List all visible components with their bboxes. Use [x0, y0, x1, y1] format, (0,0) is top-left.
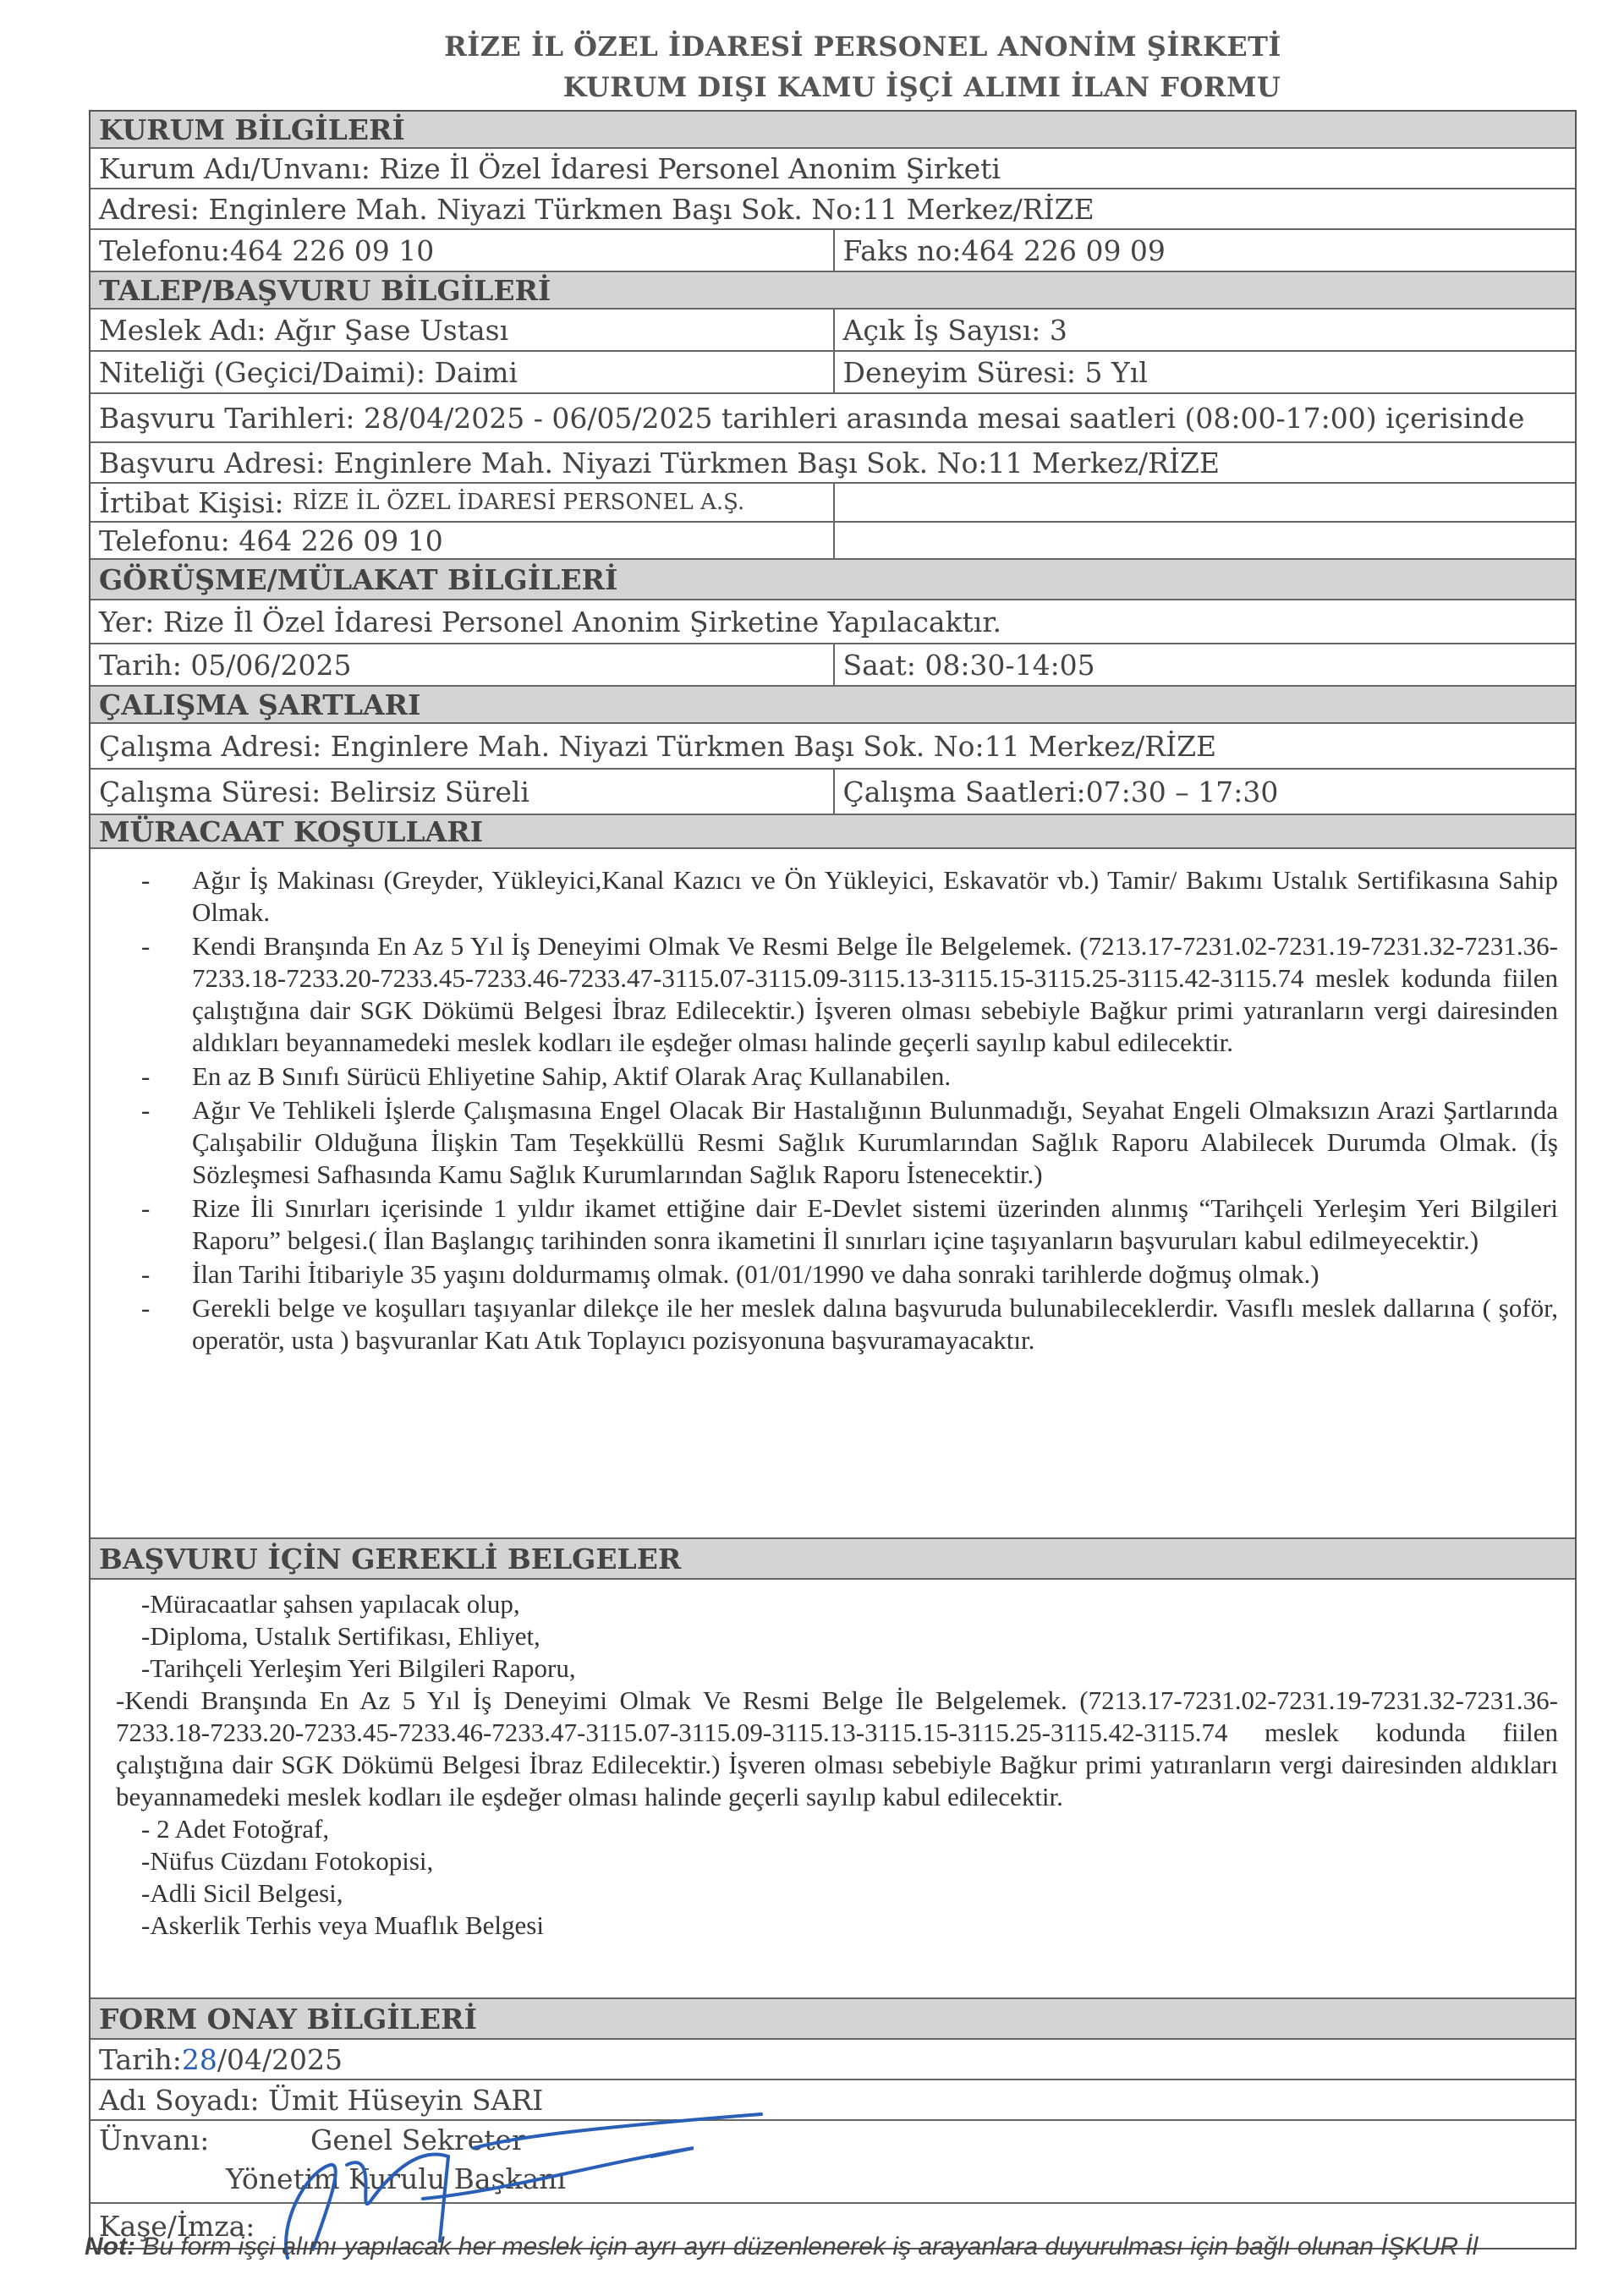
condition-text: Rize İli Sınırları içerisinde 1 yıldır ikamet ettiğine dair E-Devlet sistemi üzerinden alınmış “Tarihçeli Yerleşim Yeri Bilgileri Raporu” belgesi.( İlan Başlangıç tarihinden sonra ikametini İl sınırları içine taşıyanların başvuruları kabul edilmeyecektir.)	[192, 1193, 1558, 1255]
muracaat-conditions	[91, 849, 1575, 1539]
condition-item	[141, 1060, 1558, 1093]
section-kurum-heading	[91, 112, 1575, 149]
condition-text: İlan Tarihi İtibariyle 35 yaşını doldurmamış olmak. (01/01/1990 ve daha sonraki tarihlerde doğmuş olmak.)	[192, 1259, 1320, 1289]
meslek-adi: Meslek Adı: Ağır Şase Ustası	[99, 313, 509, 347]
form-title-line2: KURUM DIŞI KAMU İŞÇİ ALIMI İLAN FORMU	[562, 71, 1281, 103]
calisma-adresi: Çalışma Adresi: Enginlere Mah. Niyazi Türkmen Başı Sok. No:11 Merkez/RİZE	[99, 729, 1217, 763]
footer-note	[85, 2233, 1478, 2261]
condition-text: Ağır Ve Tehlikeli İşlerde Çalışmasına Engel Olacak Bir Hastalığının Bulunmadığı, Seyahat Engeli Olmaksızın Arazi Şartlarında Çalışabilir Olduğuna İlişkin Tam Teşekküllü Resmi Sağlık Kurumlarından Sağlık Raporu Alabilecek Durumda Olmak. (İş Sözleşmesi Safhasında Kamu Sağlık Kurumlarından Sağlık Raporu İstenecektir.)	[192, 1095, 1558, 1189]
document-item: -Kendi Branşında En Az 5 Yıl İş Deneyimi Olmak Ve Resmi Belge İle Belgelemek. (7213.17-7231.02-7231.19-7231.32-7231.36-7233.18-7233.20-7233.45-7233.46-7233.47-3115.07-3115.09-3115.13-3115.15-3115.25-3115.42-3115.74 meslek kodunda fiilen çalıştığına dair SGK Dökümü Belgesi İbraz Edilecektir.) İşveren olması sebebiyle Bağkur primi yatıranların vergi dairesinden aldıkları beyannamedeki meslek kodları ile eşdeğer olması halinde geçerli sayılıp kabul edilecektir.	[116, 1685, 1558, 1811]
bullet-dash: -	[141, 1193, 151, 1223]
calisma-saatleri: Çalışma Saatleri:07:30 – 17:30	[833, 770, 1576, 814]
document-item: -Askerlik Terhis veya Muaflık Belgesi	[141, 1910, 544, 1940]
acik-is-sayisi: Açık İş Sayısı: 3	[833, 310, 1576, 350]
document-item: -Nüfus Cüzdanı Fotokopisi,	[141, 1846, 434, 1876]
section-muracaat-heading: MÜRACAAT KOŞULLARI	[99, 815, 484, 847]
required-documents	[91, 1580, 1575, 1999]
irtibat-telefon: Telefonu: 464 226 09 10	[99, 523, 443, 557]
condition-text: En az B Sınıfı Sürücü Ehliyetine Sahip, Aktif Olarak Araç Kullanabilen.	[192, 1061, 952, 1091]
empty-cell	[833, 484, 1576, 521]
condition-text: Gerekli belge ve koşulları taşıyanlar dilekçe ile her meslek dalına başvuruda bulunabileceklerdir. Vasıflı meslek dallarına ( şoför, operatör, usta ) başvuranlar Katı Atık Toplayıcı pozisyonuna başvuramayacaktır.	[192, 1293, 1558, 1355]
basvuru-tarihleri: Başvuru Tarihleri: 28/04/2025 - 06/05/2025 tarihleri arasında mesai saatleri (08:00-17:00) içerisinde	[99, 401, 1525, 435]
onay-kase-imza: Kaşe/İmza:	[99, 2209, 255, 2243]
document-item: -Diploma, Ustalık Sertifikası, Ehliyet,	[141, 1621, 540, 1651]
condition-item	[141, 864, 1558, 929]
deneyim-suresi: Deneyim Süresi: 5 Yıl	[833, 352, 1576, 392]
condition-item	[141, 930, 1558, 1059]
section-gorusme-heading: GÖRÜŞME/MÜLAKAT BİLGİLERİ	[99, 562, 618, 596]
document-item: -Tarihçeli Yerleşim Yeri Bilgileri Raporu,	[141, 1653, 576, 1683]
kurum-adi: Kurum Adı/Unvanı: Rize İl Özel İdaresi Personel Anonim Şirketi	[99, 151, 1001, 185]
bullet-dash: -	[141, 1259, 151, 1289]
note-text: Bu form işçi alımı yapılacak her meslek için ayrı ayrı düzenlenerek iş arayanlara duyurulması için bağlı olunan İŞKUR İl	[134, 2233, 1479, 2260]
condition-item	[141, 1292, 1558, 1356]
bullet-dash: -	[141, 865, 151, 895]
calisma-suresi: Çalışma Süresi: Belirsiz Süreli	[99, 775, 529, 808]
onay-adi-soyadi: Adı Soyadı: Ümit Hüseyin SARI	[99, 2083, 544, 2117]
section-belgeler-heading: BAŞVURU İÇİN GEREKLİ BELGELER	[99, 1542, 682, 1575]
onay-tarih	[91, 2040, 351, 2079]
section-heading: KURUM BİLGİLERİ	[99, 112, 405, 146]
unvan-line1: Genel Sekreter	[310, 2123, 525, 2156]
kurum-telefon: Telefonu:464 226 09 10	[99, 233, 435, 267]
bullet-dash: -	[141, 1061, 151, 1091]
document-item: - 2 Adet Fotoğraf,	[141, 1814, 330, 1844]
note-label: Not:	[85, 2233, 135, 2260]
condition-item	[141, 1258, 1558, 1290]
gorusme-yer: Yer: Rize İl Özel İdaresi Personel Anonim Şirketine Yapılacaktır.	[99, 605, 1002, 638]
gorusme-tarih: Tarih: 05/06/2025	[99, 648, 352, 682]
condition-text: Kendi Branşında En Az 5 Yıl İş Deneyimi Olmak Ve Resmi Belge İle Belgelemek. (7213.17-7231.02-7231.19-7231.32-7231.36-7233.18-7233.20-7233.45-7233.46-7233.47-3115.07-3115.09-3115.13-3115.15-3115.25-3115.42-3115.74 meslek kodunda fiilen çalıştığına dair SGK Dökümü Belgesi İbraz Edilecektir.) İşveren olması sebebiyle Bağkur primi yatıranların vergi dairesinden aldıkları beyannamedeki meslek kodları ile eşdeğer olması halinde geçerli sayılıp kabul edilecektir.	[192, 931, 1558, 1057]
bullet-dash: -	[141, 1095, 151, 1125]
unvan-label: Ünvanı:	[99, 2123, 210, 2156]
section-onay-heading: FORM ONAY BİLGİLERİ	[99, 2002, 477, 2036]
section-talep-heading: TALEP/BAŞVURU BİLGİLERİ	[99, 273, 551, 307]
section-calisma-heading: ÇALIŞMA ŞARTLARI	[99, 688, 421, 721]
job-posting-form	[89, 110, 1577, 2249]
condition-item	[141, 1094, 1558, 1191]
tarih-rest: /04/2025	[217, 2042, 343, 2076]
kurum-adres: Adresi: Enginlere Mah. Niyazi Türkmen Başı Sok. No:11 Merkez/RİZE	[99, 192, 1095, 226]
condition-text: Ağır İş Makinası (Greyder, Yükleyici,Kanal Kazıcı ve Ön Yükleyici, Eskavatör vb.) Tamir/ Bakımı Ustalık Sertifikasına Sahip Olmak.	[192, 865, 1558, 927]
bullet-dash: -	[141, 931, 151, 961]
irtibat-value: RİZE İL ÖZEL İDARESİ PERSONEL A.Ş.	[292, 490, 745, 515]
document-item: -Adli Sicil Belgesi,	[141, 1878, 343, 1908]
condition-item	[141, 1192, 1558, 1257]
irtibat-kisisi	[91, 484, 833, 521]
gorusme-saat: Saat: 08:30-14:05	[833, 644, 1576, 685]
document-item: -Müracaatlar şahsen yapılacak olup,	[141, 1589, 520, 1619]
bullet-dash: -	[141, 1293, 151, 1323]
basvuru-adresi: Başvuru Adresi: Enginlere Mah. Niyazi Türkmen Başı Sok. No:11 Merkez/RİZE	[99, 446, 1220, 479]
form-title-line1: RİZE İL ÖZEL İDARESİ PERSONEL ANONİM ŞİRKETİ	[444, 30, 1281, 63]
niteligi: Niteliği (Geçici/Daimi): Daimi	[99, 355, 518, 389]
kurum-faks: Faks no:464 226 09 09	[833, 230, 1576, 271]
tarih-label: Tarih:	[99, 2042, 182, 2076]
tarih-day-handwritten: 28	[181, 2042, 217, 2076]
empty-cell	[833, 523, 1576, 558]
unvan-line2: Yönetim Kurulu Başkanı	[226, 2162, 567, 2195]
irtibat-label: İrtibat Kişisi:	[99, 485, 284, 519]
